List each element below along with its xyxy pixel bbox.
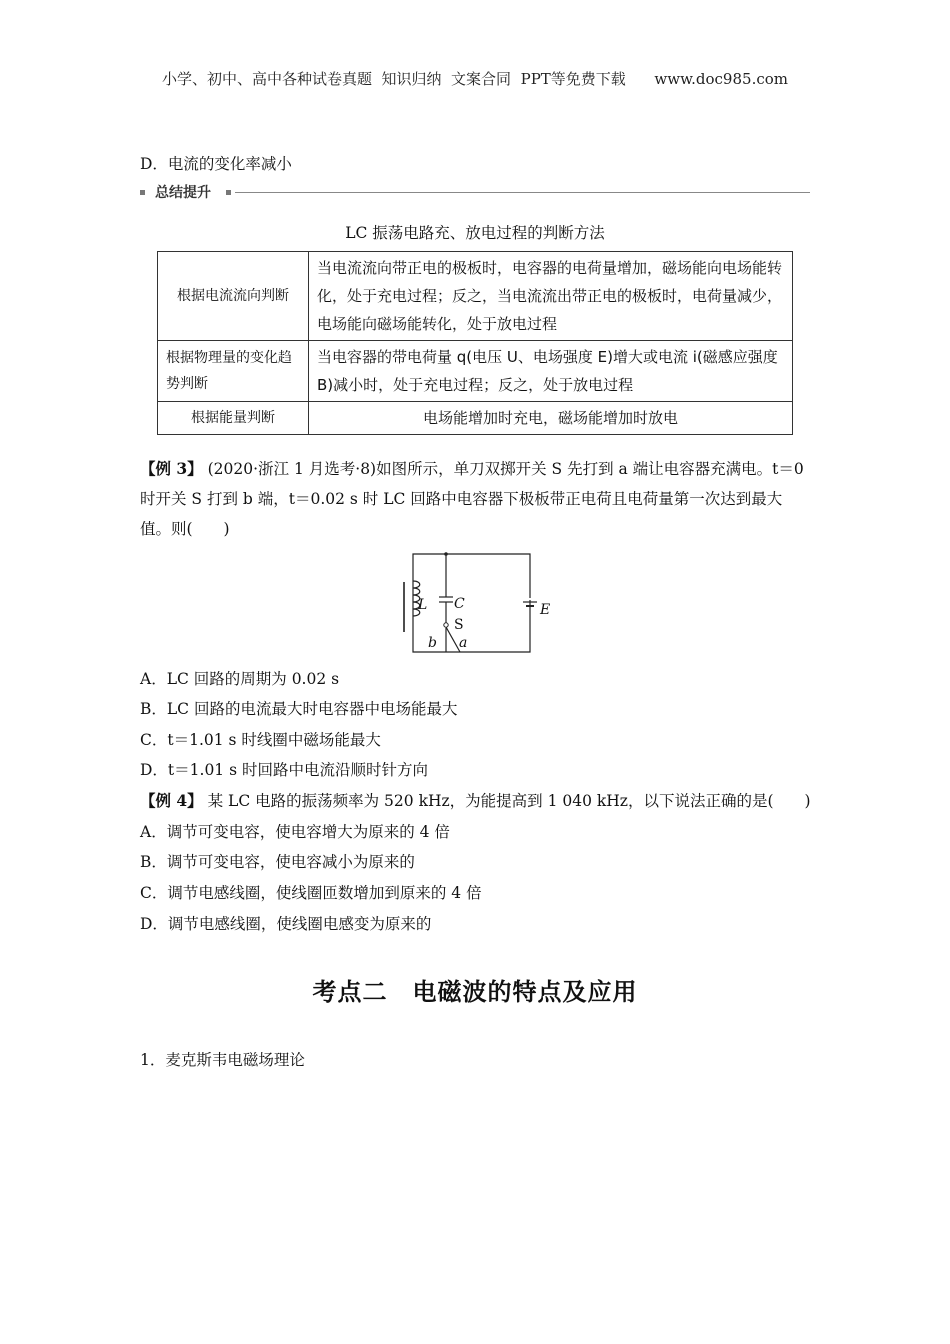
example-4-question xyxy=(140,789,811,811)
square-bullet-icon xyxy=(226,190,231,195)
example-3-text: (2020·浙江 1 月选考·8)如图所示，单刀双掷开关 S 先打到 a 端让电容器充满电。t＝0 时开关 S 打到 b 端，t＝0.02 s 时 LC 回路中电容器下极板带正电荷且电荷量第一次达到最大值。则( ) xyxy=(140,460,804,538)
option-d-previous: D．电流的变化率减小 xyxy=(140,155,292,173)
option-d: D．t＝1.01 s 时回路中电流沿顺时针方向 xyxy=(140,761,428,779)
option-a: A．LC 回路的周期为 0.02 s xyxy=(140,670,340,688)
option-b: B．LC 回路的电流最大时电容器中电场能最大 xyxy=(140,700,458,718)
example-4-tag: 【例 4】 xyxy=(140,791,203,810)
table-cell-method: 根据物理量的变化趋势判断 xyxy=(158,341,309,402)
list-item: 1．麦克斯韦电磁场理论 xyxy=(140,1051,305,1069)
switch-pivot xyxy=(444,623,448,627)
junction-dot xyxy=(444,552,448,556)
option-d: D．调节电感线圈，使线圈电感变为原来的 xyxy=(140,915,432,933)
label-terminal-b: b xyxy=(428,635,437,651)
label-capacitor: C xyxy=(454,596,465,612)
section-title: 考点二 电磁波的特点及应用 xyxy=(312,978,638,1006)
summary-divider xyxy=(140,182,810,204)
table-cell-content: 当电流流向带正电的极板时，电容器的电荷量增加，磁场能向电场能转化，处于充电过程；反之，当电流流出带正电的极板时，电荷量减少，电场能向磁场能转化，处于放电过程 xyxy=(309,252,793,341)
table-caption: LC 振荡电路充、放电过程的判断方法 xyxy=(345,224,605,242)
square-bullet-icon xyxy=(140,190,145,195)
summary-table xyxy=(157,251,793,435)
lc-circuit-diagram xyxy=(396,548,566,656)
option-c: C．调节电感线圈，使线圈匝数增加到原来的 4 倍 xyxy=(140,884,482,902)
label-inductor: L xyxy=(418,597,428,613)
summary-label: 总结提升 xyxy=(155,185,211,201)
label-emf: E xyxy=(540,602,551,618)
divider-line xyxy=(235,192,810,193)
option-c: C．t＝1.01 s 时线圈中磁场能最大 xyxy=(140,731,381,749)
table-row xyxy=(158,341,793,402)
label-terminal-a: a xyxy=(459,635,468,651)
option-a: A．调节可变电容，使电容增大为原来的 4 倍 xyxy=(140,823,450,841)
table-cell-method: 根据能量判断 xyxy=(158,402,309,435)
page-header: 小学、初中、高中各种试卷真题 知识归纳 文案合同 PPT等免费下载 www.doc985.com xyxy=(161,70,788,88)
example-4-text: 某 LC 电路的振荡频率为 520 kHz，为能提高到 1 040 kHz，以下说法正确的是( ) xyxy=(207,792,811,810)
label-switch: S xyxy=(454,617,464,633)
table-cell-content: 当电容器的带电荷量 q(电压 U、电场强度 E)增大或电流 i(磁感应强度 B)减小时，处于充电过程；反之，处于放电过程 xyxy=(309,341,793,402)
table-row xyxy=(158,252,793,341)
table-cell-method: 根据电流流向判断 xyxy=(158,252,309,341)
example-3-question xyxy=(140,454,812,544)
example-3-tag: 【例 3】 xyxy=(140,459,203,478)
table-row xyxy=(158,402,793,435)
table-cell-content: 电场能增加时充电，磁场能增加时放电 xyxy=(309,402,793,435)
option-b: B．调节可变电容，使电容减小为原来的 xyxy=(140,853,415,871)
